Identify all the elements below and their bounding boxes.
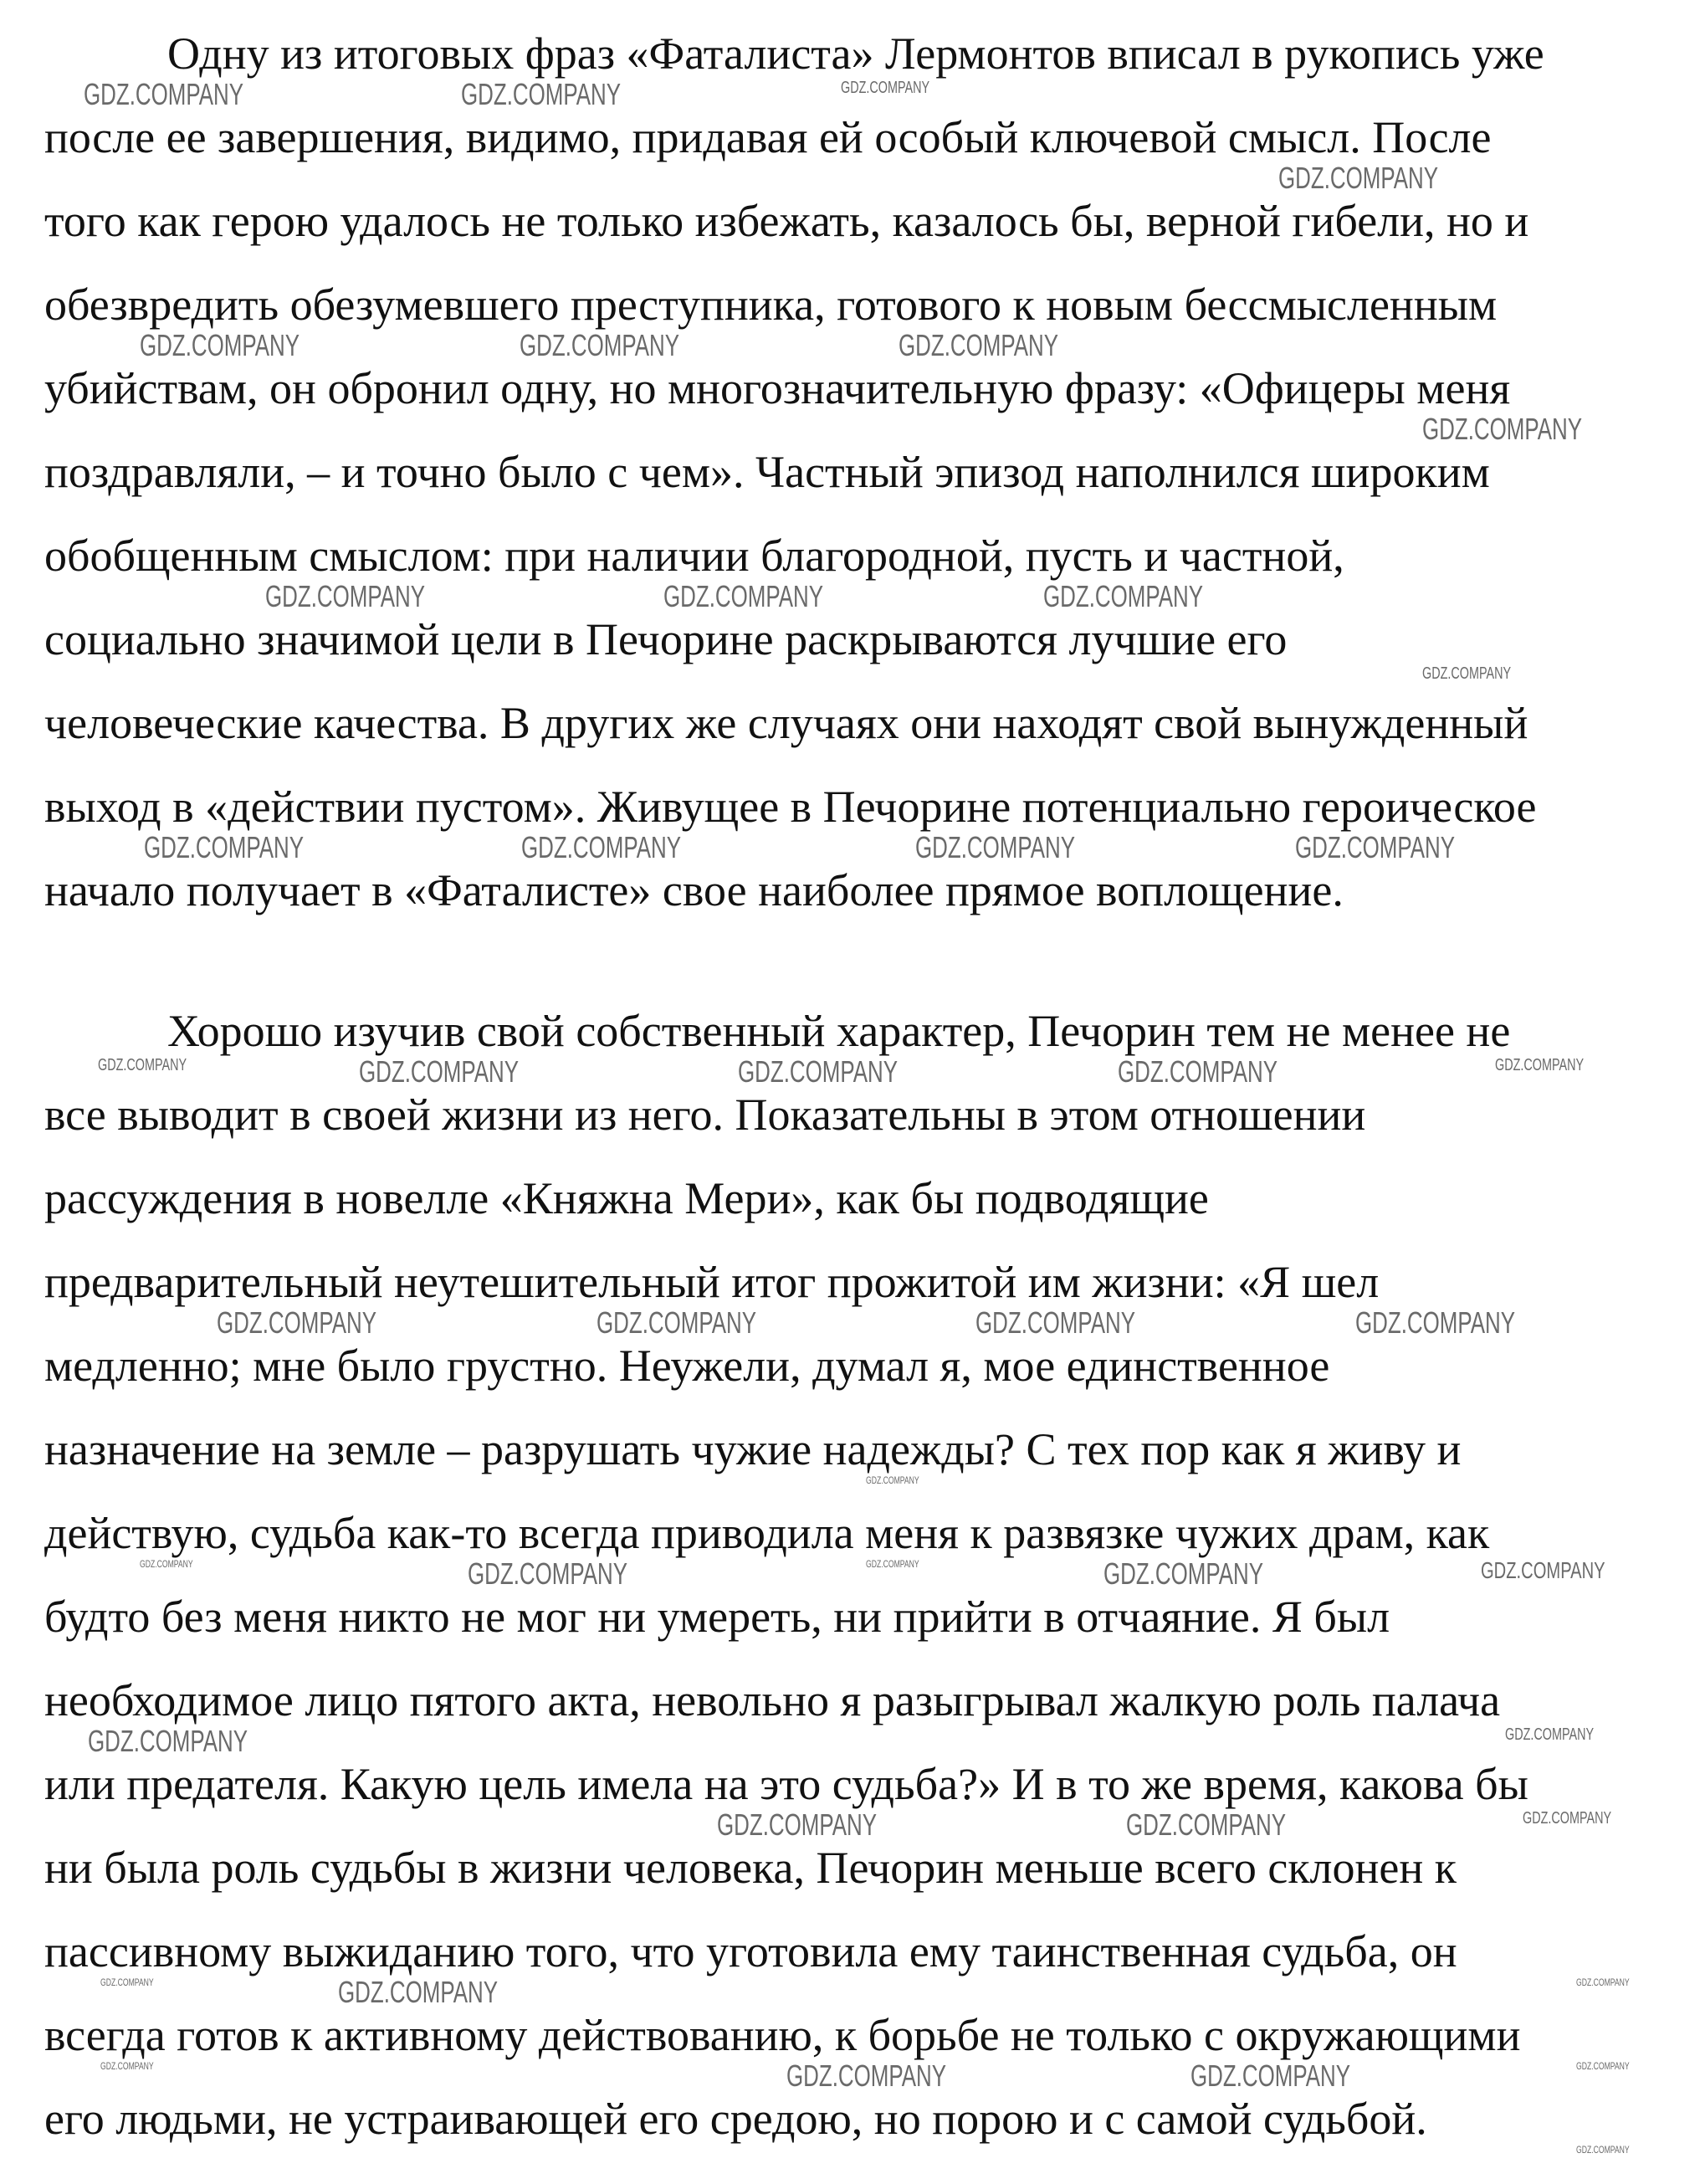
watermark: GDZ.COMPANY — [217, 1305, 377, 1340]
watermark: GDZ.COMPANY — [98, 1056, 187, 1074]
watermark: GDZ.COMPANY — [100, 1976, 154, 1988]
text-line: начало получает в «Фаталисте» свое наиболее прямое воплощение. — [44, 865, 1344, 915]
watermark: GDZ.COMPANY — [144, 830, 305, 864]
text-line: необходимое лицо пятого акта, невольно я разыгрывал жалкую роль палача — [44, 1675, 1501, 1725]
watermark: GDZ.COMPANY — [738, 1054, 899, 1089]
watermark: GDZ.COMPANY — [866, 1558, 919, 1570]
text-line: или предателя. Какую цель имела на это судьба?» И в то же время, какова бы — [44, 1759, 1528, 1809]
watermark: GDZ.COMPANY — [1355, 1305, 1516, 1340]
text-line: назначение на земле – разрушать чужие надежды? С тех пор как я живу и — [44, 1424, 1462, 1474]
text-line: человеческие качества. В других же случаях они находят свой вынужденный — [44, 698, 1528, 748]
watermark: GDZ.COMPANY — [717, 1807, 878, 1842]
text-line: убийствам, он обронил одну, но многозначительную фразу: «Офицеры меня — [44, 363, 1511, 413]
watermark: GDZ.COMPANY — [1576, 1976, 1630, 1988]
watermark: GDZ.COMPANY — [84, 77, 244, 111]
watermark: GDZ.COMPANY — [786, 2058, 947, 2093]
watermark: GDZ.COMPANY — [359, 1054, 520, 1089]
watermark: GDZ.COMPANY — [1118, 1054, 1278, 1089]
watermark: GDZ.COMPANY — [1576, 2144, 1630, 2156]
watermark: GDZ.COMPANY — [1295, 830, 1456, 864]
watermark: GDZ.COMPANY — [140, 1558, 193, 1570]
watermark: GDZ.COMPANY — [1190, 2058, 1351, 2093]
watermark: GDZ.COMPANY — [88, 1724, 248, 1758]
text-line: обобщенным смыслом: при наличии благородной, пусть и частной, — [44, 531, 1344, 581]
text-line: медленно; мне было грустно. Неужели, думал я, мое единственное — [44, 1341, 1330, 1391]
watermark: GDZ.COMPANY — [100, 2060, 154, 2072]
watermark: GDZ.COMPANY — [866, 1474, 919, 1486]
watermark: GDZ.COMPANY — [1481, 1557, 1605, 1583]
text-line: выход в «действии пустом». Живущее в Печорине потенциально героическое — [44, 782, 1537, 832]
text-line: обезвредить обезумевшего преступника, готового к новым бессмысленным — [44, 279, 1498, 330]
text-line: поздравляли, – и точно было с чем». Частный эпизод наполнился широким — [44, 447, 1490, 497]
watermark: GDZ.COMPANY — [520, 328, 680, 362]
text-line: предварительный неутешительный итог прожитой им жизни: «Я шел — [44, 1257, 1380, 1307]
watermark: GDZ.COMPANY — [140, 328, 300, 362]
watermark: GDZ.COMPANY — [338, 1975, 499, 2009]
watermark: GDZ.COMPANY — [1523, 1809, 1612, 1828]
watermark: GDZ.COMPANY — [461, 77, 622, 111]
watermark: GDZ.COMPANY — [1103, 1556, 1264, 1591]
watermark: GDZ.COMPANY — [265, 579, 426, 613]
text-line: социально значимой цели в Печорине раскрываются лучшие его — [44, 614, 1288, 664]
watermark: GDZ.COMPANY — [915, 830, 1076, 864]
watermark: GDZ.COMPANY — [1505, 1725, 1595, 1744]
text-line: будто без меня никто не мог ни умереть, ни прийти в отчаяние. Я был — [44, 1592, 1390, 1642]
watermark: GDZ.COMPANY — [1422, 664, 1512, 683]
text-line: пассивному выжиданию того, что уготовила ему таинственная судьба, он — [44, 1926, 1457, 1976]
text-line: ни была роль судьбы в жизни человека, Печорин меньше всего склонен к — [44, 1843, 1457, 1893]
watermark: GDZ.COMPANY — [596, 1305, 757, 1340]
text-line: того как герою удалось не только избежать, казалось бы, верной гибели, но и — [44, 196, 1529, 246]
watermark: GDZ.COMPANY — [1278, 161, 1439, 195]
text-line: после ее завершения, видимо, придавая ей особый ключевой смысл. После — [44, 112, 1492, 162]
watermark: GDZ.COMPANY — [468, 1556, 628, 1591]
paragraph-first-line: Одну из итоговых фраз «Фаталиста» Лермонтов вписал в рукопись уже — [167, 28, 1544, 79]
watermark: GDZ.COMPANY — [1495, 1056, 1585, 1074]
text-line: его людьми, не устраивающей его средою, но порою и с самой судьбой. — [44, 2094, 1427, 2144]
watermark: GDZ.COMPANY — [899, 328, 1059, 362]
text-line: всегда готов к активному действованию, к борьбе не только с окружающими — [44, 2010, 1521, 2060]
watermark: GDZ.COMPANY — [1043, 579, 1204, 613]
watermark: GDZ.COMPANY — [1126, 1807, 1287, 1842]
paragraph-first-line: Хорошо изучив свой собственный характер, Печорин тем не менее не — [167, 1006, 1511, 1056]
watermark: GDZ.COMPANY — [1422, 412, 1583, 446]
text-line: все выводит в своей жизни из него. Показательны в этом отношении — [44, 1089, 1366, 1140]
text-line: действую, судьба как-то всегда приводила меня к развязке чужих драм, как — [44, 1508, 1490, 1558]
watermark: GDZ.COMPANY — [975, 1305, 1136, 1340]
watermark: GDZ.COMPANY — [521, 830, 682, 864]
text-line: рассуждения в новелле «Княжна Мери», как бы подводящие — [44, 1173, 1209, 1223]
watermark: GDZ.COMPANY — [841, 79, 930, 97]
watermark: GDZ.COMPANY — [1576, 2060, 1630, 2072]
watermark: GDZ.COMPANY — [663, 579, 824, 613]
